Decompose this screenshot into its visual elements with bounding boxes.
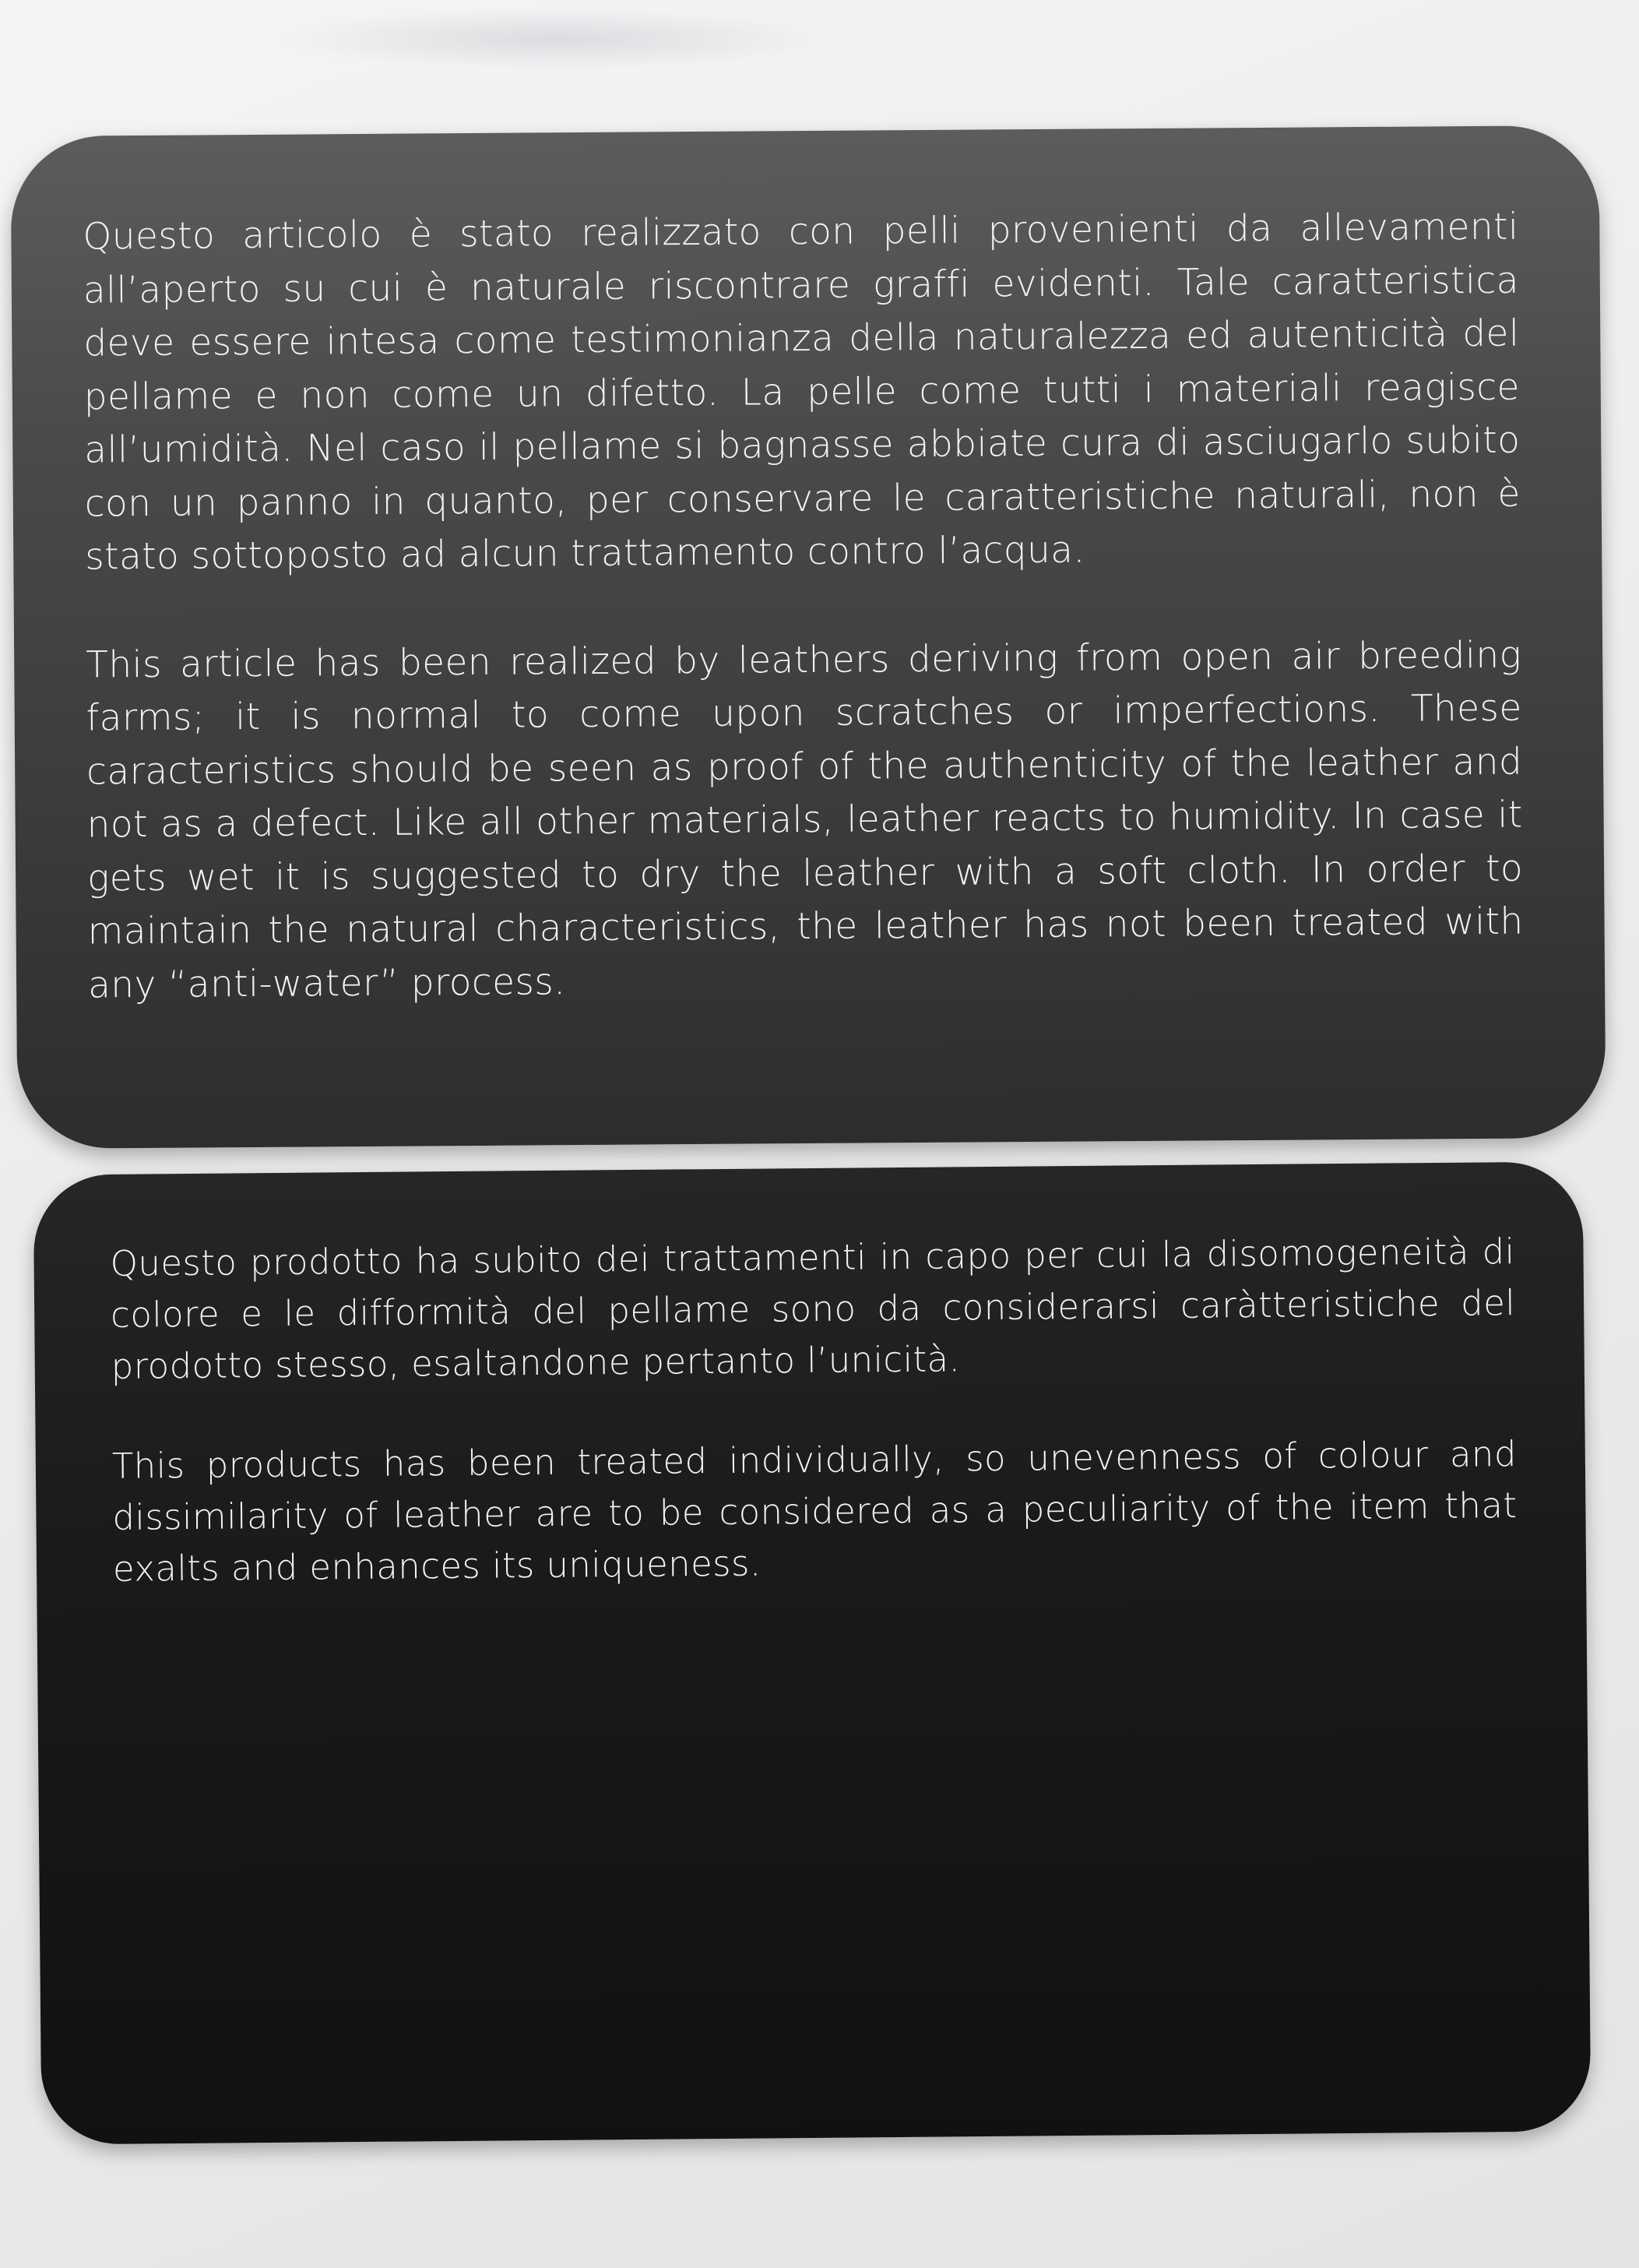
care-card-top xyxy=(10,125,1606,1149)
care-card-bottom xyxy=(33,1161,1592,2144)
treatment-text-english: This products has been treated individually, so unevenness of colour and dissimilarity of leather are to be considered as a peculiarity of the item that exalts and enhances its uniqueness. xyxy=(111,1433,1518,1590)
background-printed-text-blur xyxy=(280,8,825,70)
treatment-text-italian: Questo prodotto ha subito dei trattamenti in capo per cui la disomogeneità di colore e le difformità del pellame sono da considerarsi caràtteristiche del prodotto stesso, esaltandone pertanto l’unicità. xyxy=(110,1231,1516,1387)
care-text-english: This article has been realized by leathers deriving from open air breeding farms; it is normal to come upon scratches or imperfections. These caracteristics should be seen as proof of the authenticity of the leather and not as a defect. Like all other materials, leather reacts to humidity. In case it gets wet it is suggested to dry the leather with a soft cloth. In order to maintain the natural characteristics, the leather has not been treated with any “anti-water” process. xyxy=(86,633,1524,1006)
care-text-italian: Questo articolo è stato realizzato con pelli provenienti da allevamenti all’aperto su cui è naturale riscontrare graffi evidenti. Tale caratteristica deve essere intesa come testimonianza della naturalezza ed autenticità del pellame e non come un difetto. La pelle come tutti i materiali reagisce all’umidità. Nel caso il pellame si bagnasse abbiate cura di asciugarlo subito con un panno in quanto, per conservare le caratteristiche naturali, non è stato sottoposto ad alcun trattamento contro l’acqua. xyxy=(83,205,1521,579)
